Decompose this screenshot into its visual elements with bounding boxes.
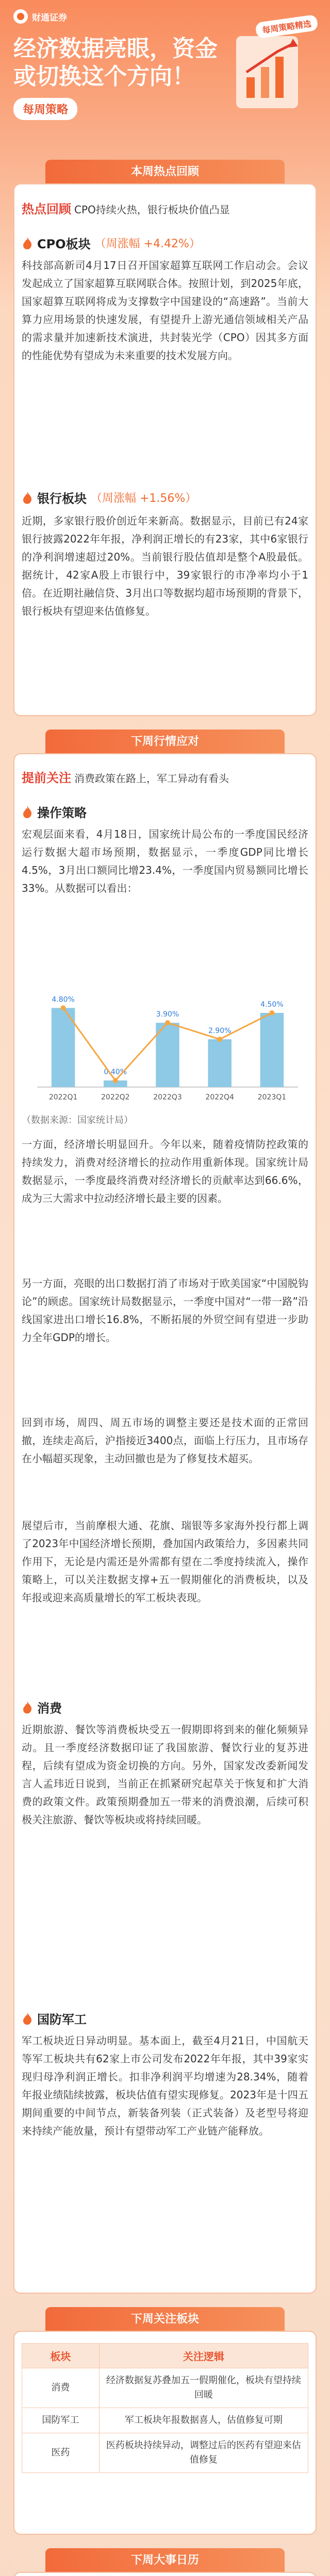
brand-mark-icon [13,9,28,24]
gdp-chart [22,973,308,1108]
military-text: 军工板块近日异动明显。基本面上，截至4月21日，中国航天等军工板块共有62家上市公司发布2022年年报，其中39家实现归母净利润正增长。扣非净利润平均增速为28.34%，随着年报业绩陆续披露，板块估值有望实现修复。2023年是十四五期间重要的中间节点，新装备列装（正式装备）及老型号将迎来持续产能放量，预计有望带动军工产业链产能释放。 [22,2035,308,2137]
strategy-name: 操作策略 [37,806,87,820]
chart-caption: （数据来源：国家统计局） [22,1115,133,1126]
consume-name: 消费 [37,1701,62,1716]
sector-cell: 国防军工 [22,2408,100,2433]
military-heading [22,2009,87,2027]
data-label: 2.90% [208,1027,232,1036]
next-week-card [13,753,317,2294]
hot-review-heading [22,199,230,217]
bank-text: 近期，多家银行股价创近年来新高。数据显示，目前已有24家银行披露2022年年报，净利润正增长的有23家，其中6家银行的净利润增速超过20%。当前银行股估值却是整个A股最低。据统计，42家A股上市银行中，39家银行的市净率均小于1倍。在近期社融信贷、3月出口等数据均超市场预期的背景下，银行板块有望迎来估值修复。 [22,515,308,617]
consume-text: 近期旅游、餐饮等消费板块受五一假期即将到来的催化频频异动。且一季度经济数据印证了我国旅游、餐饮行业的复苏进程，后续有望成为资金切换的方向。另外，国家发改委新闻发言人孟玮近日说到，当前正在抓紧研究起草关于恢复和扩大消费的政策文件。政策预期叠加五一带来的消费浪潮，后续可积极关注旅游、餐饮等板块或将持续回暖。 [22,1723,308,1826]
consume-heading [22,1698,62,1716]
line-point [61,1005,66,1010]
x-tick-label: 2022Q3 [153,1093,182,1101]
strategy-heading [22,803,87,821]
focus-sectors-table [22,2343,308,2473]
focus-sectors-card [13,2331,317,2535]
flame-icon [22,1701,33,1714]
bank-heading [22,488,196,506]
strategy-p4: 回到市场，周四、周五市场的调整主要还是技术面的正常回撤，连续走高后，沪指接近3400点，面临上行压力，且市场存在小幅超买现象，主动回撤也是为了修复技术超买。 [22,1416,308,1465]
table-header: 关注逻辑 [99,2344,308,2368]
line-point [165,1020,170,1025]
logic-cell: 经济数据复苏叠加五一假期催化，板块有望持续回暖 [99,2368,308,2408]
flame-icon [22,805,33,819]
focus-label: 提前关注 [22,771,71,785]
x-tick-label: 2022Q1 [48,1093,78,1101]
strategy-p3: 另一方面，亮眼的出口数据打消了市场对于欧美国家“中国脱钩论”的顾虑。国家统计局数据显示，一季度中国对“一带一路”沿线国家进出口增长16.8%，不断拓展的外贸空间有望进一步助力全年GDP的增长。 [22,1277,308,1344]
section-title-focus-sectors: 下周关注板块 [45,2307,285,2332]
hot-review-label: 热点回顾 [22,202,71,216]
hero-badge: 每周策略精选 [255,14,318,39]
bank-change: （周涨幅 +1.56%） [91,492,197,505]
logic-cell: 医药板块持续异动，调整过后的医药有望迎来估值修复 [99,2433,308,2473]
flame-icon [22,236,33,250]
page-title: 经济数据亮眼，资金或切换这个方向！ [13,36,218,90]
chart-bar [260,1013,284,1087]
strategy-p2: 一方面，经济增长明显回升。今年以来，随着疫情防控政策的持续发力，消费对经济增长的拉动作用重新体现。国家统计局数据显示，一季度最终消费对经济增长的贡献率达到66.6%，成为三大需求中拉动经济增长最主要的因素。 [22,1138,308,1205]
gdp-chart-svg [22,973,308,1108]
military-name: 国防军工 [37,2012,87,2027]
section-title-hot-review: 本周热点回顾 [45,160,285,184]
cpo-change: （周涨幅 +4.42%） [94,238,201,250]
flame-icon [22,491,33,504]
line-point [217,1037,222,1042]
line-point [113,1078,118,1083]
cpo-heading [22,234,201,252]
data-label: 3.90% [156,1010,179,1019]
flame-icon [22,2012,33,2025]
table-row [22,2433,308,2473]
line-point [269,1010,274,1015]
sector-cell: 医药 [22,2433,100,2473]
table-row [22,2368,308,2408]
bank-name: 银行板块 [37,492,87,506]
x-tick-label: 2022Q2 [101,1093,130,1101]
data-label: 4.80% [52,995,75,1004]
x-tick-label: 2022Q4 [205,1093,234,1101]
table-header: 板块 [22,2344,100,2368]
logic-cell: 军工板块年报数据喜人，估值修复可期 [99,2408,308,2433]
cpo-name: CPO板块 [37,237,91,251]
sector-cell: 消费 [22,2368,100,2408]
hero-header [0,0,330,155]
strategy-p5: 展望后市，当前摩根大通、花旗、瑞银等多家海外投行都上调了2023年中国经济增长预期，叠加国内政策给力，多因素共同作用下，无论是内需还是外需都有望在二季度持续流入，操作策略上，可以关注数据支撑+五一假期催化的消费板块，以及年报或迎来高质量增长的军工板块表现。 [22,1519,308,1604]
table-row [22,2408,308,2433]
strategy-tag: 每周策略 [13,98,77,120]
chart-bar [208,1039,232,1087]
section-title-calendar: 下周大事日历 [45,2548,285,2573]
brand-name: 财通证券 [32,12,67,23]
strategy-p1: 宏观层面来看，4月18日，国家统计局公布的一季度国民经济运行数据大超市场预期，数据显示，一季度GDP同比增长4.5%，3月出口额同比增23.4%，一季度国内贸易额同比增长33%。从数据可以看出： [22,828,308,894]
focus-heading [22,768,229,786]
data-label: 4.50% [260,1001,284,1009]
calendar-card [13,2572,317,2576]
x-tick-label: 2023Q1 [257,1093,287,1101]
focus-subtitle: 消费政策在路上，军工异动有看头 [74,772,229,785]
hot-review-card [13,183,317,716]
data-label: 0.40% [104,1068,127,1077]
cpo-text: 科技部高新司4月17日召开国家超算互联网工作启动会。会议发起成立了国家超算互联网联合体。按照计划，到2025年底，国家超算互联网将成为支撑数字中国建设的“高速路”。当前大算力应用场景的快速发展，有望提升上游光通信领域相关产品的需求量并加速新技术演进，共封装光学（CPO）因其多方面的性能优势有望成为未来重要的技术发展方向。 [22,259,308,362]
section-title-next-week: 下周行情应对 [45,730,285,754]
table-header-row [22,2344,308,2368]
hot-review-subtitle: CPO持续火热，银行板块价值凸显 [74,204,230,216]
